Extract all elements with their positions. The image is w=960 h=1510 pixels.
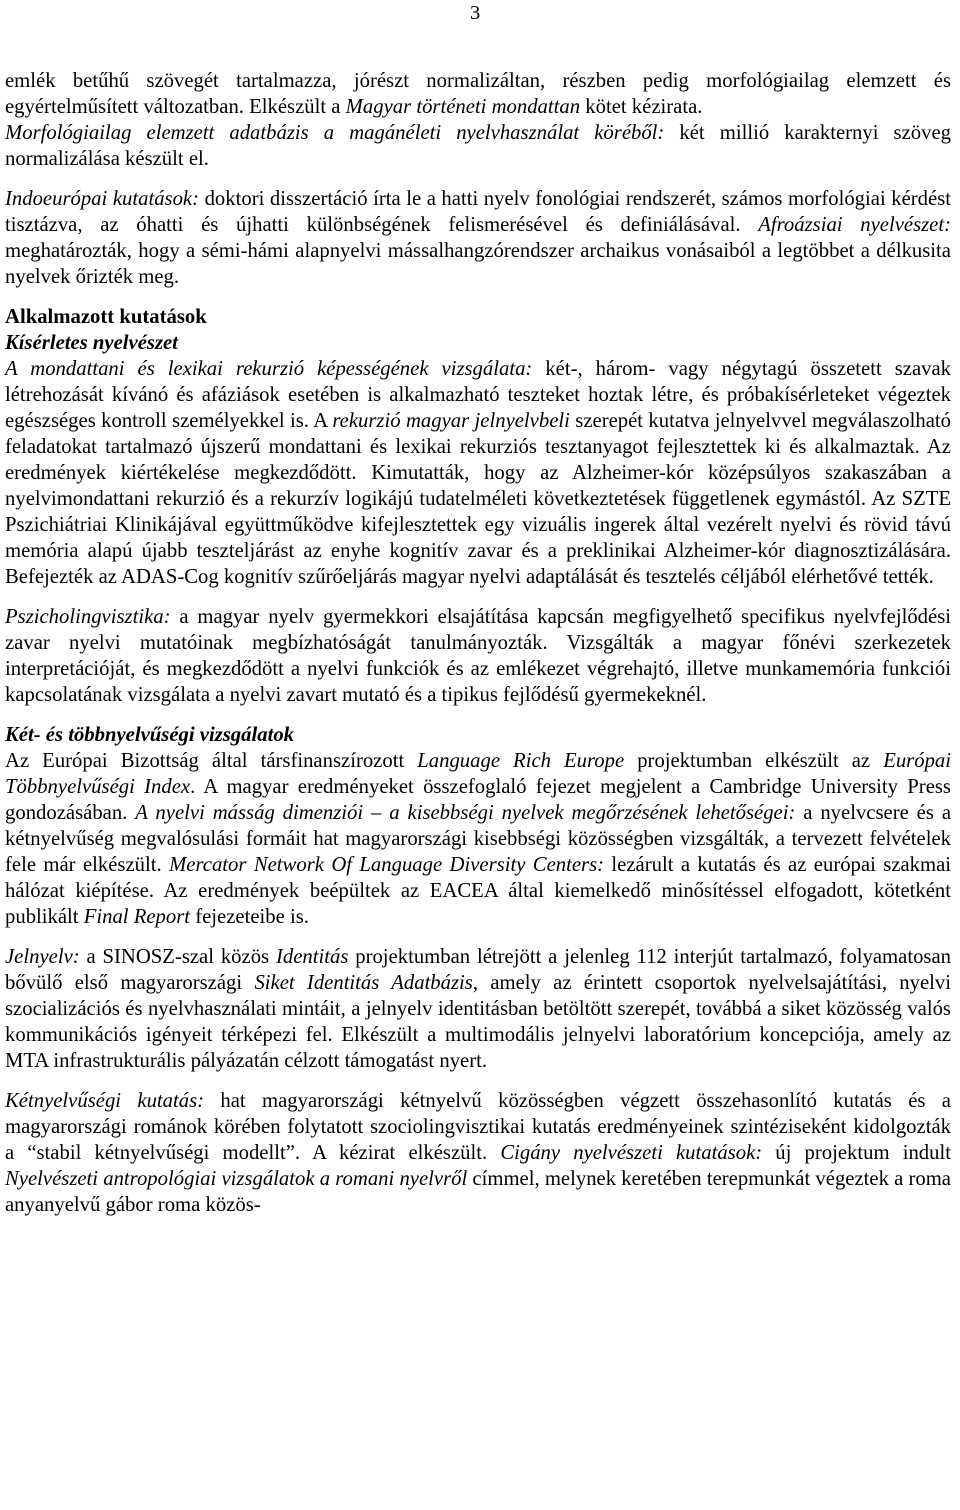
text-run: szerepét kutatva jelnyelvvel megválaszolható feladatokat tartalmazó újszerű mondattani és lexikai rekurziós tesztanyagot fejlesztettek ki és alkalmaztak. Az eredmények kiértékelése megkezdődött. Kimutatták, hogy az Alzheimer-kór középsúlyos szakaszában a nyelvimondattani rekurzió és a rekurzív logikájú tudatelméleti következtetések függetlenek egymástól. Az SZTE Pszichiátriai Klinikájával együttműködve kifejlesztettek egy vizuális ingerek által vezérelt nyelvi és rövid távú memória alapú újabb teszteljárást az enyhe kognitív zavar és a preklinikai Alzheimer-kór diagnosztizálására. Befejezték az ADAS-Cog kognitív szűrőeljárás magyar nyelvi adaptálását és tesztelés céljából elérhetővé tették. [5, 410, 952, 588]
italic-text-run: Kétnyelvűségi kutatás: [5, 1090, 205, 1112]
italic-text-run: Európai Többnyelvűségi Index [5, 750, 951, 798]
section-applied-research [5, 304, 951, 708]
italic-text-run: Indoeurópai kutatások: [5, 188, 200, 210]
text-run: projektumban elkészült az [624, 750, 884, 772]
paragraph [5, 944, 951, 1074]
italic-text-run: Morfológiailag elemzett adatbázis a magánéleti nyelvhasználat köréből: [5, 122, 665, 144]
text-run: új projektum indult [762, 1142, 951, 1164]
italic-text-run: Siket Identitás Adatbázis [254, 972, 473, 994]
text-run: címmel, melynek keretében terepmunkát végeztek a roma anyanyelvű gábor roma közös- [5, 1168, 951, 1216]
italic-text-run: Identitás [275, 946, 349, 968]
text-run: fejezeteibe is. [190, 906, 309, 928]
italic-text-run: Cigány nyelvészeti kutatások: [500, 1142, 763, 1164]
italic-text-run: Nyelvészeti antropológiai vizsgálatok a romani nyelvről [5, 1168, 468, 1190]
italic-text-run: Magyar történeti mondattan [345, 96, 581, 118]
paragraph [5, 356, 951, 590]
text-run: kötet kézirata. [580, 96, 703, 118]
paragraph [5, 186, 951, 290]
text-run: lezárult a kutatás és az európai szakmai hálózat kiépítése. Az eredmények beépültek az EACEA által kiemelkedő minősítéssel elfogadott, kötetként publikált [5, 854, 952, 928]
subsection-heading: Kísérletes nyelvészet [5, 332, 178, 354]
italic-text-run: Mercator Network Of Language Diversity Centers: [169, 854, 605, 876]
italic-text-run: Jelnyelv: [5, 946, 80, 968]
paragraph [5, 1088, 951, 1218]
section-multilingualism [5, 722, 951, 1218]
text-run: emlék betűhű szövegét tartalmazza, jórészt normalizáltan, részben pedig morfológiailag elemzett és egyértelműsített változatban. Elkészült a [5, 70, 951, 118]
italic-text-run: A nyelvi másság dimenziói – a kisebbségi nyelvek megőrzésének lehetőségei: [135, 802, 796, 824]
text-run: projektumban létrejött a jelenleg 112 interjút tartalmazó, folyamatosan bővülő első magyarországi [5, 946, 952, 994]
intro-block [5, 68, 951, 290]
italic-text-run: Final Report [83, 906, 191, 928]
text-run: doktori disszertáció írta le a hatti nyelv fonológiai rendszerét, számos morfológiai kérdést tisztázva, az óhatti és újhatti különbségének felismerésével és definiálásával. [5, 188, 952, 236]
text-run: , amely az érintett csoportok nyelvelsajátítási, nyelvi szocializációs és nyelvhasználati mintáit, a jelnyelv identitásban betöltött szerepét, továbbá a siket közösség valós kommunikációs igényeit térképezi fel. Elkészült a multimodális jelnyelvi laboratórium koncepciója, amely az MTA infrastrukturális pályázatán célzott támogatást nyert. [5, 972, 952, 1072]
document-body [5, 68, 951, 1218]
text-run: Az Európai Bizottság által társfinanszírozott [5, 750, 418, 772]
italic-text-run: A mondattani és lexikai rekurzió képességének vizsgálata: [5, 358, 533, 380]
section-heading: Két- és többnyelvűségi vizsgálatok [5, 724, 295, 746]
text-run: két-, három- vagy négytagú összetett szavak létrehozását kívánó és afáziások esetében is alkalmazható teszteket hoztak létre, és próbakísérleteket végeztek egészséges kontroll személyekkel is. A [5, 358, 951, 432]
italic-text-run: rekurzió magyar jelnyelvbeli [332, 410, 570, 432]
italic-text-run: Afroázsiai nyelvészet: [758, 214, 951, 236]
italic-text-run: Pszicholingvisztika: [5, 606, 171, 628]
paragraph [5, 748, 951, 930]
text-run: a SINOSZ-szal közös [79, 946, 276, 968]
section-heading: Alkalmazott kutatások [5, 306, 207, 328]
text-run: meghatározták, hogy a sémi-hámi alapnyelvi mássalhangzórendszer archaikus vonásaiból a legtöbbet a délkusita nyelvek őrizték meg. [5, 240, 951, 288]
text-run: hat magyarországi kétnyelvű közösségben végzett összehasonlító kutatás és a magyarországi románok körében folytatott szociolingvisztikai kutatás eredményeinek szintéziseként kidolgozták a “stabil kétnyelvűségi modellt”. A kézirat elkészült. [5, 1090, 951, 1164]
text-run: a magyar nyelv gyermekkori elsajátítása kapcsán megfigyelhető specifikus nyelvfejlődési zavar nyelvi mutatóinak megbízhatóságát tanulmányozták. Vizsgálták a magyar főnévi szerkezetek interpretációját, és megkezdődött a nyelvi funkciók és az emlékezet végrehajtó, illetve munkamemória funkciói kapcsolatának vizsgálata a nyelvi zavart mutató és a tipikus fejlődésű gyermekeknél. [5, 606, 951, 706]
paragraph [5, 604, 951, 708]
text-run: két millió karakternyi szöveg normalizálása készült el. [5, 122, 951, 170]
page-number: 3 [470, 2, 481, 24]
text-run: . A magyar eredményeket összefoglaló fejezet megjelent a Cambridge University Press gondozásában. [5, 776, 951, 824]
paragraph [5, 120, 951, 172]
italic-text-run: Language Rich Europe [417, 750, 625, 772]
paragraph [5, 68, 951, 120]
text-run: a nyelvcsere és a kétnyelvűség megvalósulási formáit hat magyarországi kisebbségi közösségben vizsgálták, a tervezett felvételek fele már elkészült. [5, 802, 951, 876]
